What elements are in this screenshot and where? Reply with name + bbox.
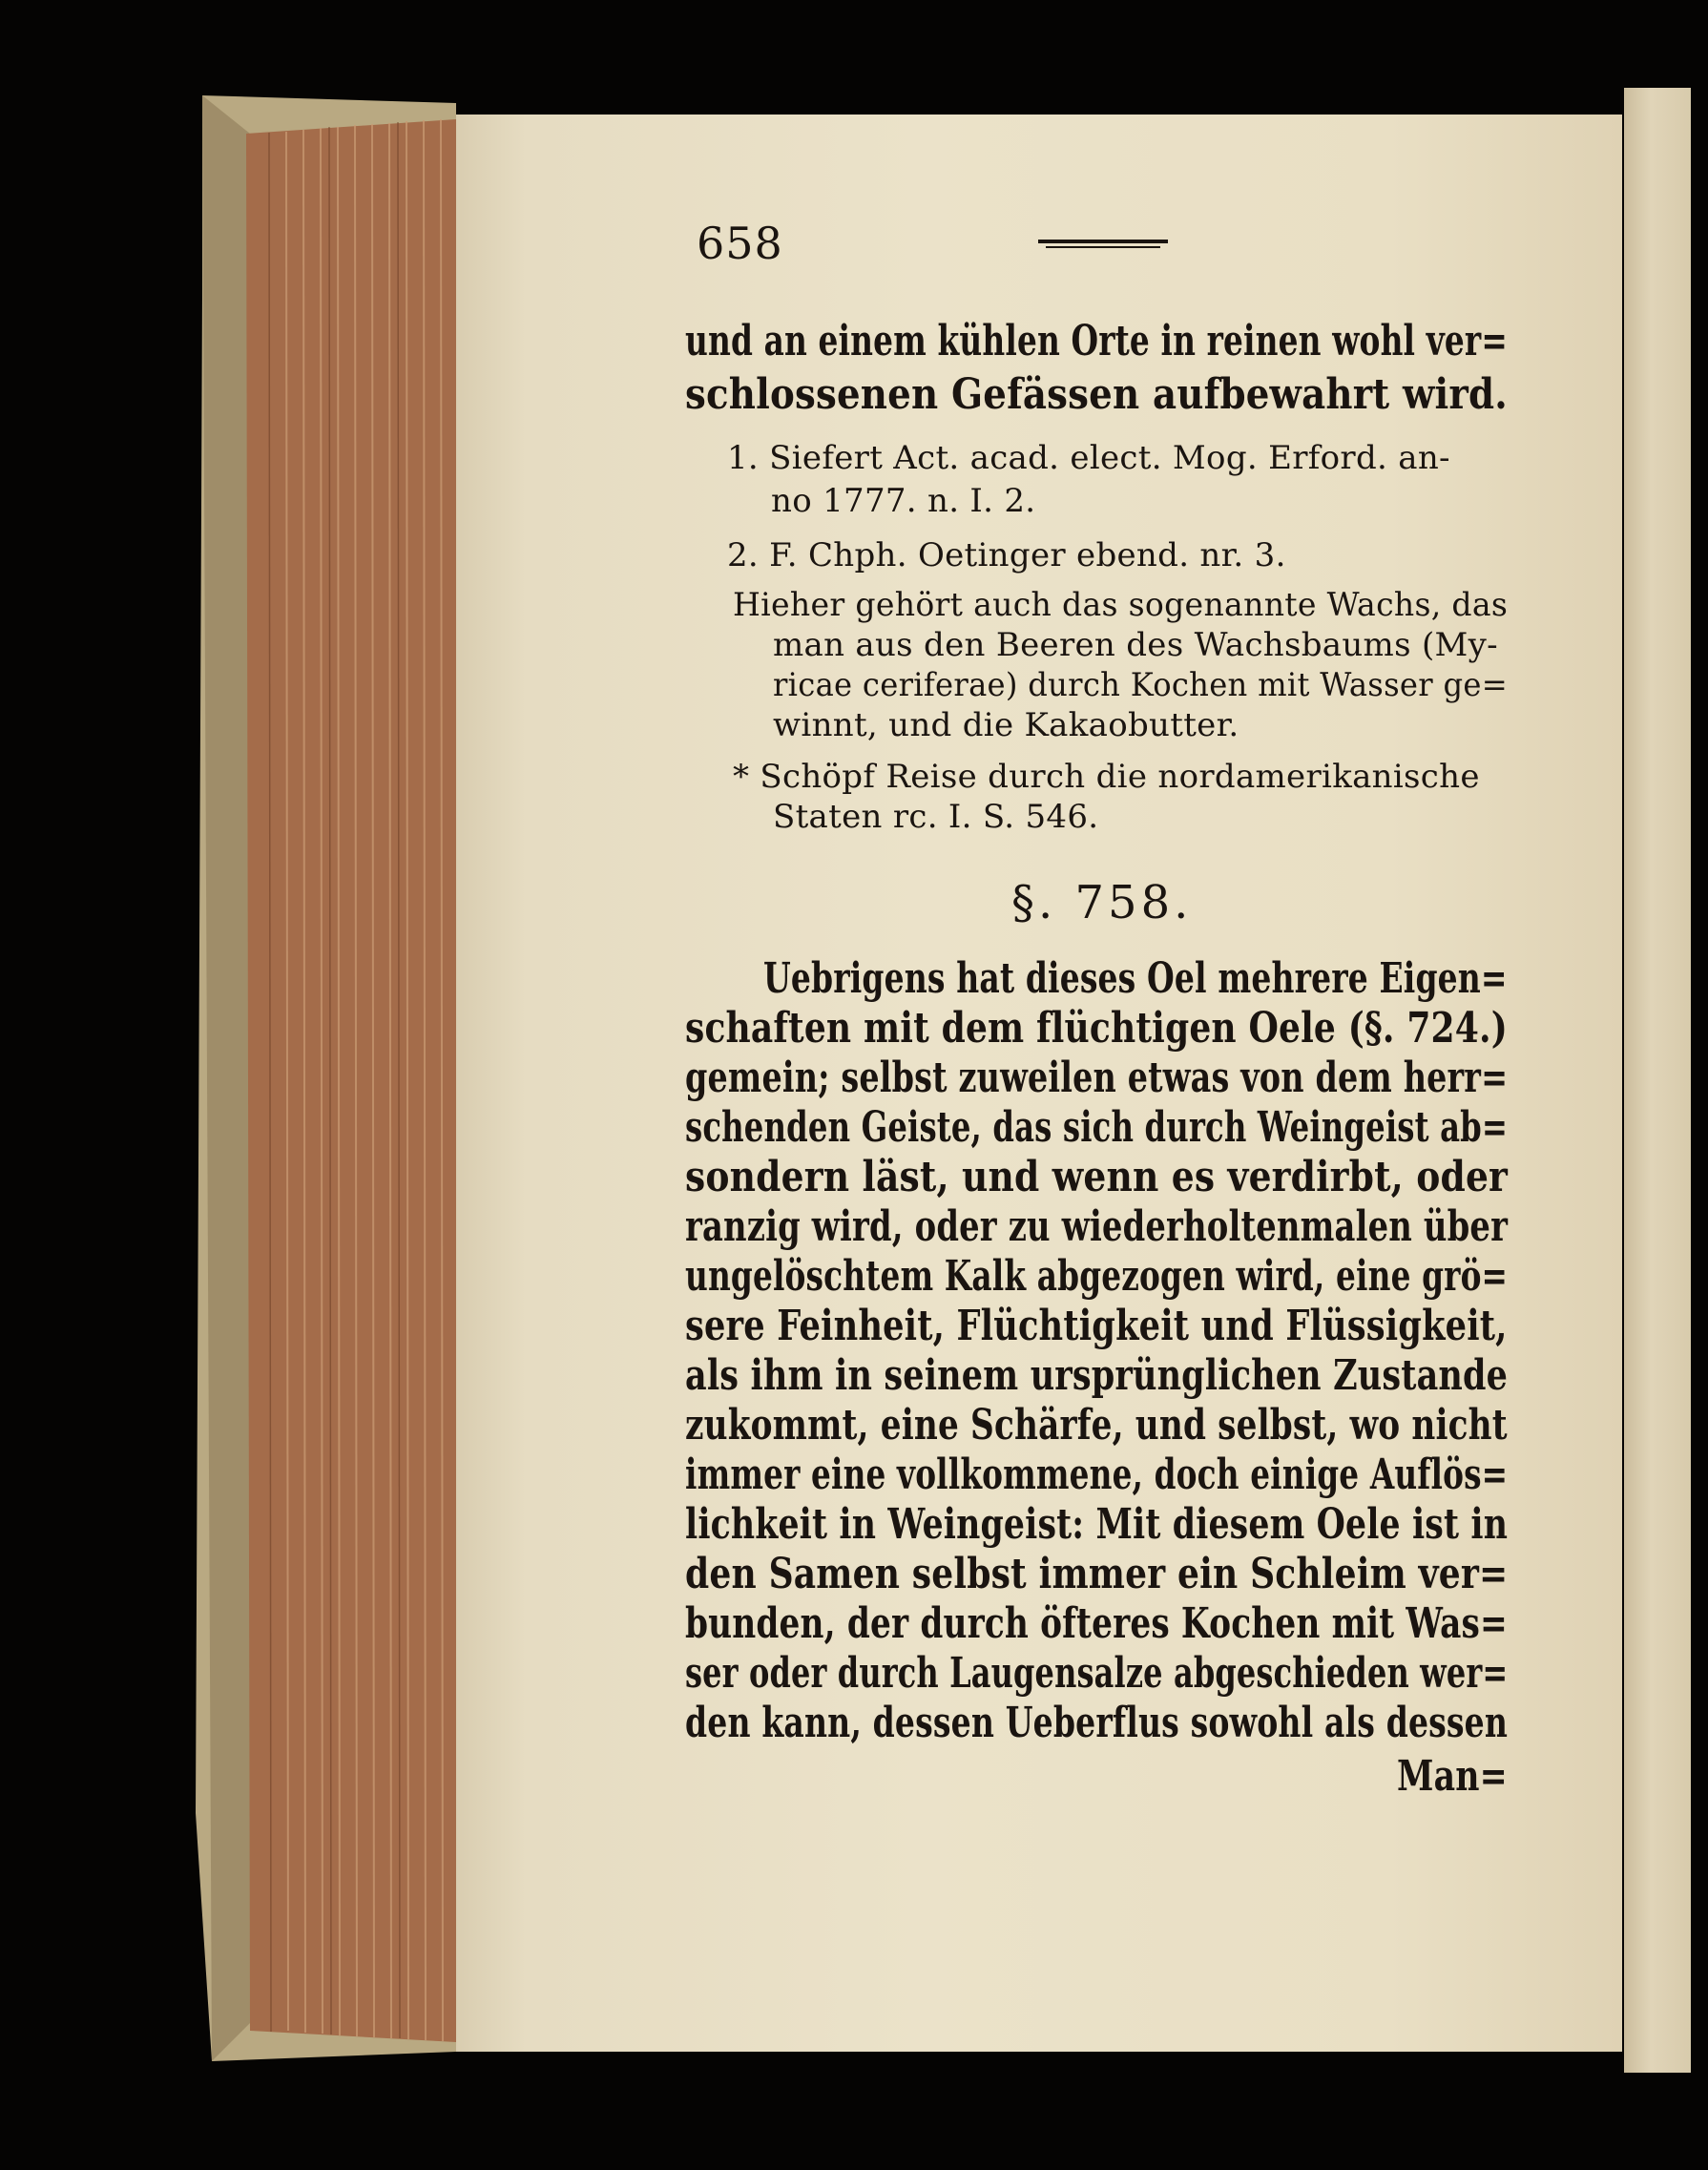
note-line-6: ricae ceriferae) durch Kochen mit Wasser ge= [773,666,1508,704]
body-line-15: ser oder durch Laugensalze abgeschieden wer= [685,1649,1509,1698]
note-line-5: man aus den Beeren des Wachsbaums (My- [773,626,1498,664]
body-line-3: gemein; selbst zuweilen etwas von dem herr= [685,1054,1509,1102]
body-line-14: bunden, der durch öfteres Kochen mit Was= [685,1599,1508,1648]
note-line-4: Hieher gehört auch das sogenannte Wachs, das [733,586,1509,624]
body-line-8: sere Feinheit, Flüchtigkeit und Flüssigkeit, [685,1302,1508,1350]
body-line-4: schenden Geiste, das sich durch Weingeist ab= [685,1103,1509,1152]
body-line-7: ungelöschtem Kalk abgezogen wird, eine grö= [685,1252,1509,1301]
note-line-3: 2. F. Chph. Oetinger ebend. nr. 3. [727,536,1286,574]
body-line-5: sondern läst, und wenn es verdirbt, oder [685,1153,1509,1201]
body-line-9: als ihm in seinem ursprünglichen Zustande [685,1351,1509,1400]
catchword: Man= [1397,1752,1508,1801]
body-line-13: den Samen selbst immer ein Schleim ver= [685,1550,1509,1598]
top-line-1: und an einem kühlen Orte in reinen wohl ver= [685,317,1508,365]
body-line-2: schaften mit dem flüchtigen Oele (§. 724.) [685,1004,1508,1053]
body-line-6: ranzig wird, oder zu wiederholtenmalen über [685,1202,1509,1251]
body-line-1: Uebrigens hat dieses Oel mehrere Eigen= [763,954,1508,1003]
section-heading: §. 758. [1011,876,1193,929]
note-line-7: winnt, und die Kakaobutter. [773,706,1239,744]
top-line-2: schlossenen Gefässen aufbewahrt wird. [685,370,1508,419]
note-line-2: no 1777. n. I. 2. [771,482,1036,520]
body-line-16: den kann, dessen Ueberflus sowohl als dessen [685,1699,1509,1747]
note-line-1: 1. Siefert Act. acad. elect. Mog. Erford. an- [727,439,1450,477]
note-line-9: Staten rc. I. S. 546. [773,798,1099,836]
page-number: 658 [697,218,783,269]
body-line-10: zukommt, eine Schärfe, und selbst, wo nicht [685,1401,1508,1450]
note-line-8: * Schöpf Reise durch die nordamerikanische [733,758,1480,796]
header-rule-ornament [1036,235,1170,254]
body-line-12: lichkeit in Weingeist: Mit diesem Oele ist in [685,1500,1509,1549]
body-line-11: immer eine vollkommene, doch einige Auflös= [685,1450,1509,1499]
